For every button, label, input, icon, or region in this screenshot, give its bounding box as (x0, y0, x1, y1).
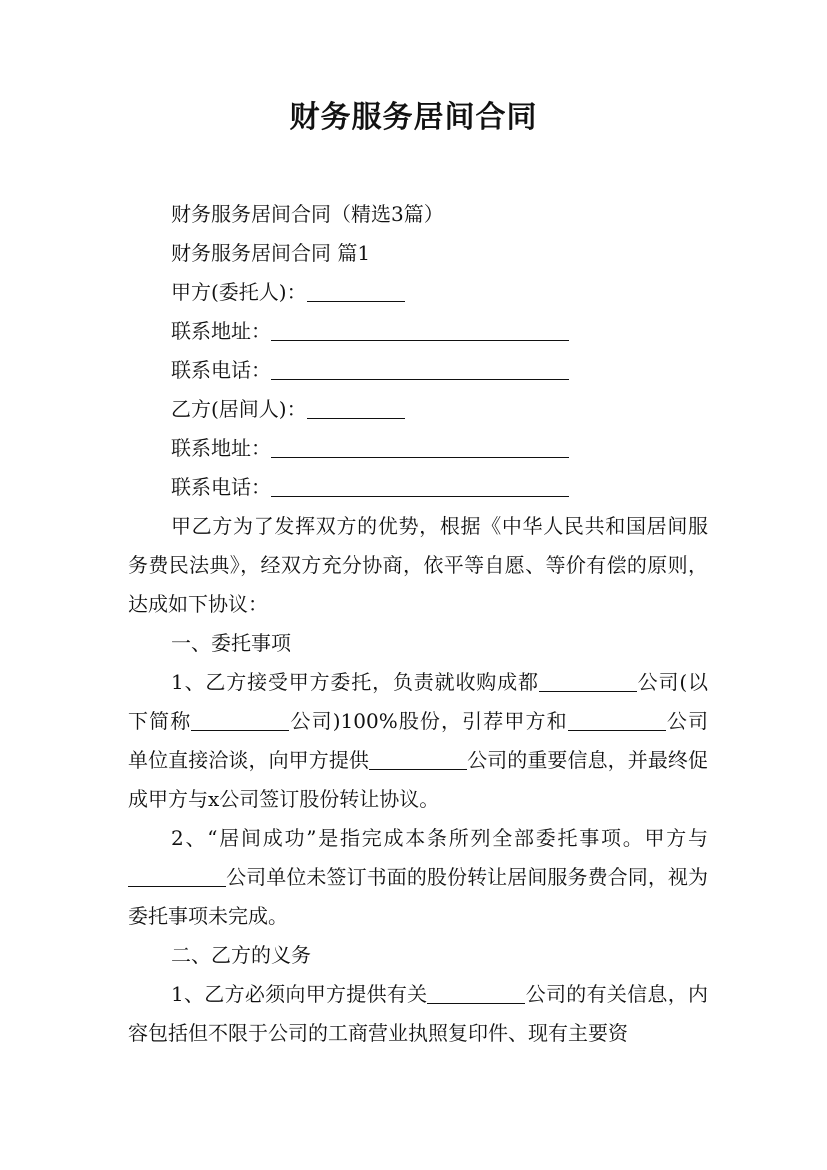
clause-1-1 (128, 663, 708, 819)
party-a-phone-line (128, 351, 708, 390)
clause-2-1-part-a: 1、乙方必须向甲方提供有关 (171, 982, 428, 1006)
clause-1-1-part-a: 1、乙方接受甲方委托，负责就收购成都 (171, 670, 539, 694)
party-a-address-label: 联系地址： (171, 319, 271, 343)
party-a-label: 甲方(委托人)： (171, 280, 307, 304)
clause-1-1-blank-3 (568, 710, 666, 731)
party-b-line (128, 390, 708, 429)
party-b-phone-line (128, 468, 708, 507)
clause-1-1-part-c: 公司)100%股份，引荐甲方和 (289, 709, 568, 733)
party-a-address-line (128, 312, 708, 351)
clause-1-1-blank-2 (191, 710, 289, 731)
section-heading: 财务服务居间合同 篇1 (171, 241, 371, 265)
subtitle-line: 财务服务居间合同（精选3篇） (171, 202, 444, 226)
party-a-line (128, 273, 708, 312)
clause-1-1-part-b: 公司(以下简称 (128, 670, 708, 733)
document-title: 财务服务居间合同 (289, 100, 538, 135)
clause-1-2-part-b: 公司单位未签订书面的股份转让居间服务费合同，视为委托事项未完成。 (128, 865, 708, 928)
party-b-address-blank (271, 437, 569, 458)
party-a-address-blank (271, 320, 569, 341)
party-b-address-label: 联系地址： (171, 436, 271, 460)
section2-heading: 二、乙方的义务 (171, 943, 311, 967)
clause-1-1-part-e: 公司的重要信息，并最终促成甲方与x公司签订股份转让协议。 (128, 748, 708, 811)
clause-2-1 (128, 975, 708, 1053)
clause-1-2-blank (128, 866, 226, 887)
party-a-phone-blank (271, 359, 569, 380)
party-a-phone-label: 联系电话： (171, 358, 271, 382)
party-b-blank (307, 398, 405, 419)
party-a-blank (307, 281, 405, 302)
clause-1-1-part-d: 公司单位直接洽谈，向甲方提供 (128, 709, 709, 772)
clause-1-2 (128, 819, 708, 936)
document-body (128, 195, 708, 1053)
party-b-label: 乙方(居间人)： (171, 397, 307, 421)
clause-2-1-blank (427, 983, 525, 1004)
party-b-phone-label: 联系电话： (171, 475, 271, 499)
clause-1-1-blank-4 (369, 749, 467, 770)
party-b-address-line (128, 429, 708, 468)
preamble-paragraph: 甲乙方为了发挥双方的优势，根据《中华人民共和国居间服务费民法典》，经双方充分协商，依平等自愿、等价有偿的原则，达成如下协议： (128, 514, 708, 616)
party-b-phone-blank (271, 476, 569, 497)
clause-1-2-part-a: 2、“居间成功”是指完成本条所列全部委托事项。甲方与 (171, 826, 708, 850)
section1-heading: 一、委托事项 (171, 631, 291, 655)
clause-2-1-part-b: 公司的有关信息，内容包括但不限于公司的工商营业执照复印件、现有主要资 (128, 982, 709, 1045)
clause-1-1-blank-1 (539, 671, 637, 692)
